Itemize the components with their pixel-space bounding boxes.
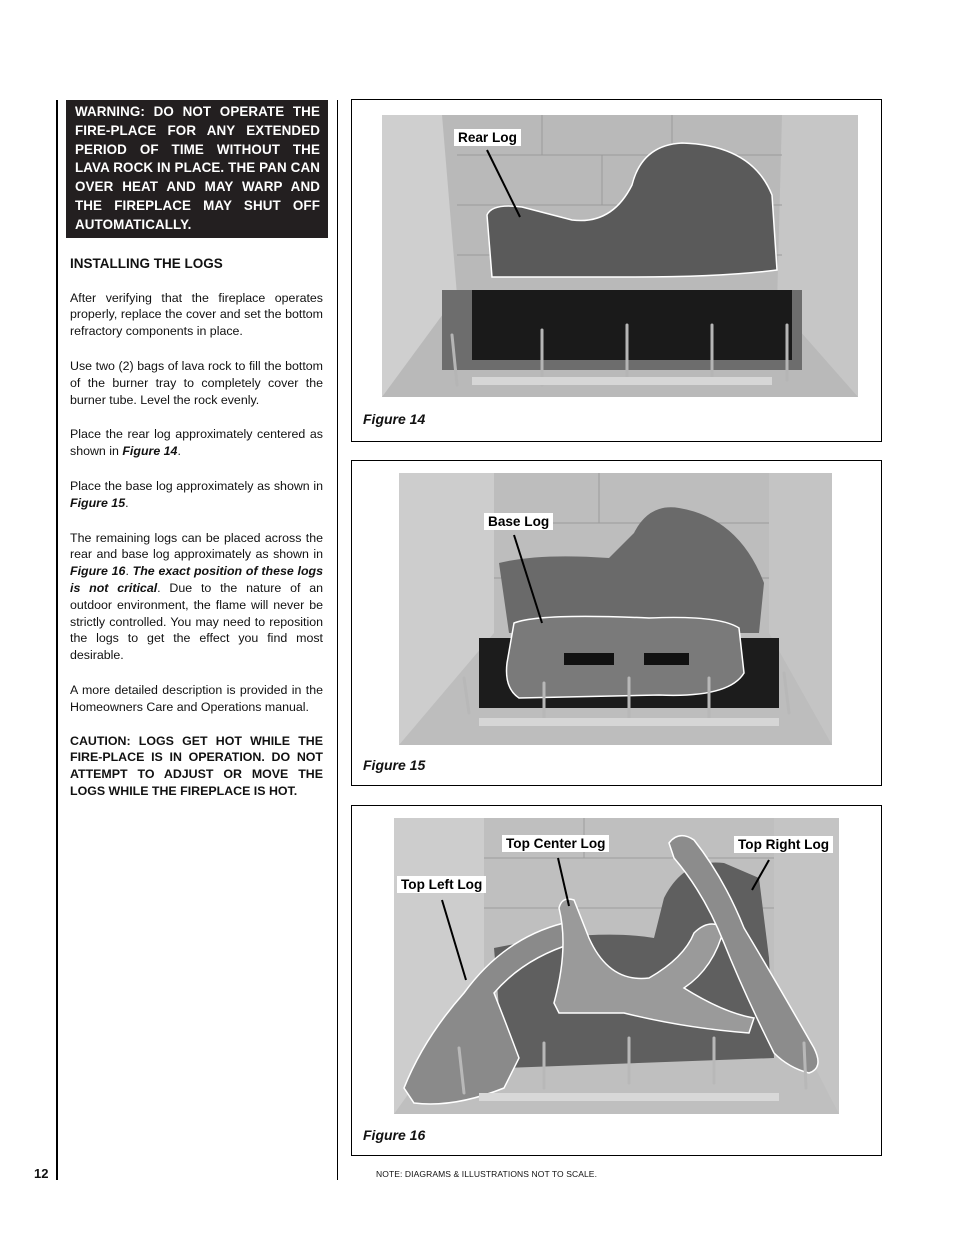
column-divider xyxy=(337,100,338,1180)
instructions-column xyxy=(66,100,328,800)
paragraph-base-log: Place the base log approximately as shown in Figure 15. xyxy=(70,478,323,510)
scale-note: NOTE: DIAGRAMS & ILLUSTRATIONS NOT TO SCALE. xyxy=(376,1169,598,1179)
figure-14-caption: Figure 14 xyxy=(363,411,426,427)
left-margin-rule xyxy=(56,100,58,1180)
figure-15-box xyxy=(351,460,882,786)
section-heading: INSTALLING THE LOGS xyxy=(70,255,223,271)
top-center-log-label: Top Center Log xyxy=(502,835,609,852)
page-number: 12 xyxy=(34,1166,49,1181)
paragraph-manual: A more detailed description is provided in the Homeowners Care and Operations manual. xyxy=(70,682,323,714)
paragraph-remaining-logs: The remaining logs can be placed across the rear and base log approximately as shown in Figure 16. The exact position of these logs is not critical. Due to the nature of an outdoor environment, the flame will never be strictly controlled. You may need to reposition the logs to get the effect you find most desirable. xyxy=(70,530,323,663)
base-log-label: Base Log xyxy=(484,513,553,530)
rear-log-photo xyxy=(382,115,858,397)
paragraph-verify: After verifying that the fireplace operates properly, replace the cover and set the bottom refractory components in place. xyxy=(70,290,323,339)
figure-reference: Figure 16 xyxy=(70,564,126,579)
warning-box: WARNING: DO NOT OPERATE THE FIRE-PLACE FOR ANY EXTENDED PERIOD OF TIME WITHOUT THE LAVA ROCK IN PLACE. THE PAN CAN OVER HEAT AND MAY WARP AND THE FIREPLACE MAY SHUT OFF AUTOMATICALLY. xyxy=(66,100,328,238)
paragraph-lava-rock: Use two (2) bags of lava rock to fill the bottom of the burner tray to completely cover the burner tube. Level the rock evenly. xyxy=(70,358,323,407)
figure-16-box xyxy=(351,805,882,1156)
figure-reference: Figure 14 xyxy=(122,444,178,459)
figure-15-caption: Figure 15 xyxy=(363,757,426,773)
top-left-log-label: Top Left Log xyxy=(397,876,486,893)
paragraph-rear-log: Place the rear log approximately centered as shown in Figure 14. xyxy=(70,427,323,459)
caution-text: CAUTION: LOGS GET HOT WHILE THE FIRE-PLACE IS IN OPERATION. DO NOT ATTEMPT TO ADJUST OR MOVE THE LOGS WHILE THE FIREPLACE IS HOT. xyxy=(70,733,323,798)
top-right-log-label: Top Right Log xyxy=(734,836,833,853)
rear-log-label: Rear Log xyxy=(454,129,521,146)
figure-14-box xyxy=(351,99,882,442)
emphasis-text: The exact position of these logs is not critical xyxy=(70,564,323,595)
base-log-photo xyxy=(399,473,832,745)
top-logs-photo xyxy=(394,818,839,1114)
figure-reference: Figure 15 xyxy=(70,495,126,510)
figure-16-caption: Figure 16 xyxy=(363,1127,426,1143)
